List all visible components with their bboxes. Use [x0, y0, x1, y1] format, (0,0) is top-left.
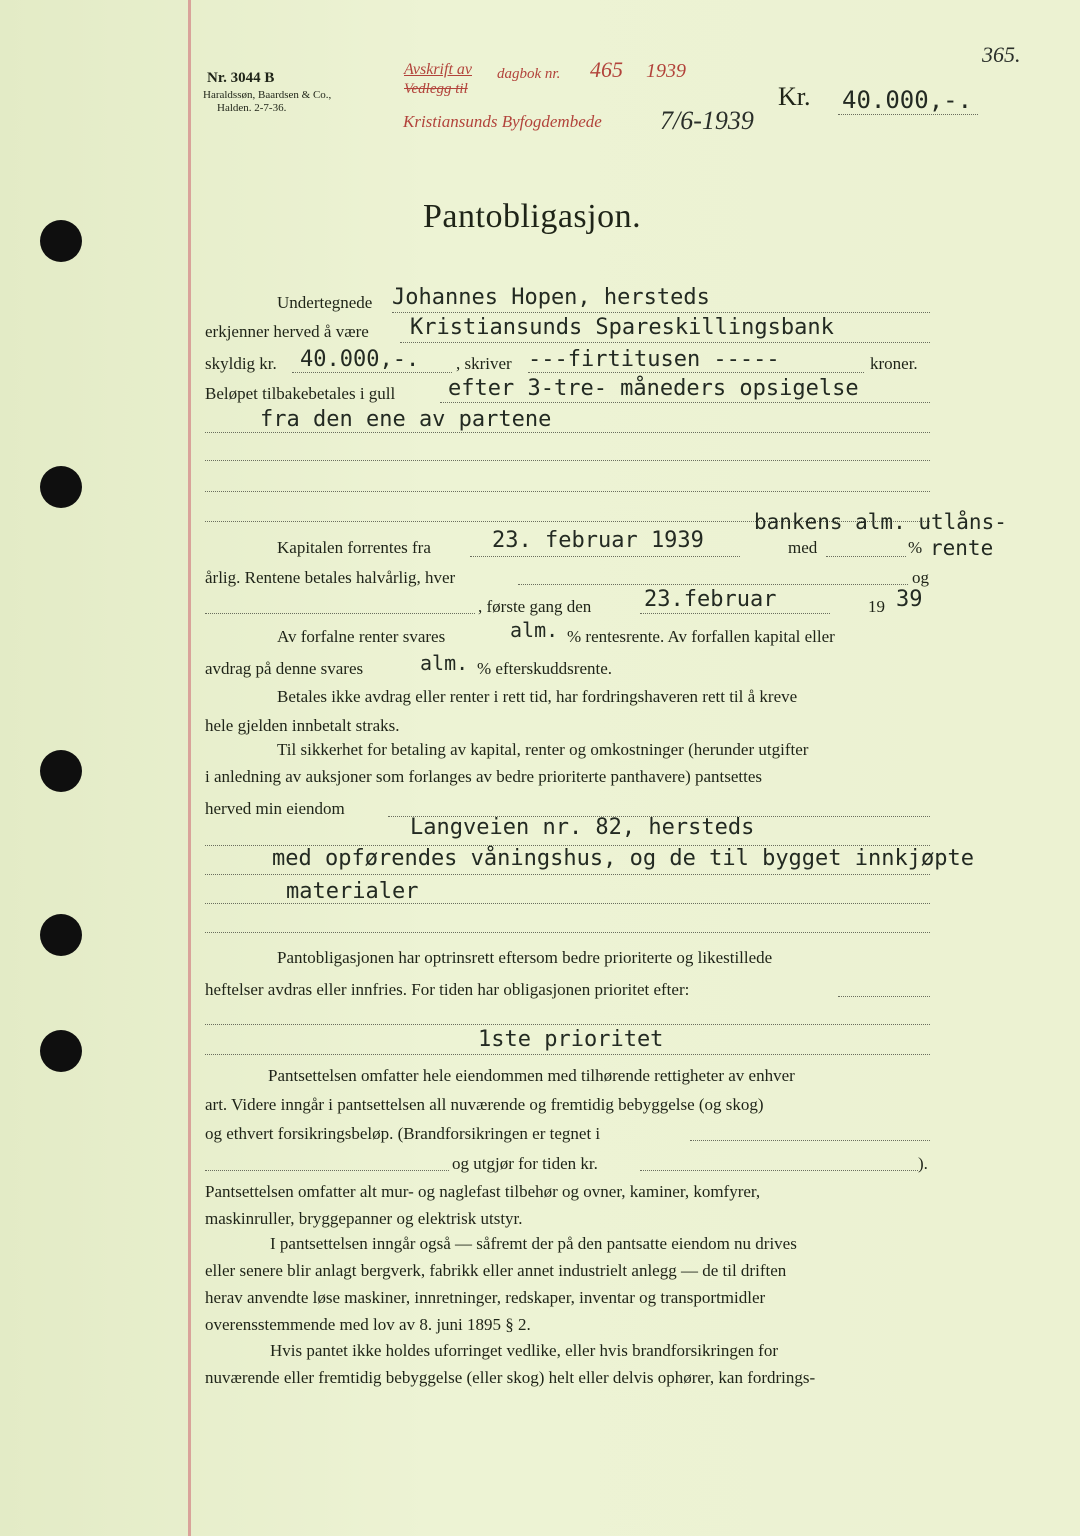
med-label: med	[788, 538, 818, 557]
year-suffix: 39	[896, 587, 923, 612]
punch-hole	[40, 220, 82, 262]
amount-dotline	[838, 114, 978, 115]
repayment-terms: efter 3-tre- måneders opsigelse	[448, 376, 859, 401]
og-label: og	[912, 568, 929, 587]
interest-start-date: 23. februar 1939	[492, 528, 704, 553]
alm-value-2: alm.	[420, 651, 469, 675]
betales-line-1: Betales ikke avdrag eller renter i rett tid, har fordringshaveren rett til å kreve	[277, 687, 798, 706]
utgjor-label: og utgjør for tiden kr.	[452, 1154, 598, 1173]
first-payment-date: 23.februar	[644, 587, 777, 612]
dotline	[640, 1170, 918, 1171]
tilbehor-line-2: maskinruller, bryggepanner og elektrisk utstyr.	[205, 1209, 523, 1228]
forste-gang-label: , første gang den	[478, 597, 592, 616]
dotline	[205, 613, 475, 614]
stamp-vedlegg: Vedlegg til	[404, 81, 468, 97]
av-forfalne-label: Av forfalne renter svares	[277, 627, 446, 646]
arlig-label: årlig. Rentene betales halvårlig, hver	[205, 568, 456, 587]
punch-hole	[40, 466, 82, 508]
skyldig-label: skyldig kr.	[205, 354, 277, 373]
punch-hole	[40, 750, 82, 792]
optrinsrett-line-2: heftelser avdras eller innfries. For tiden har obligasjonen prioritet efter:	[205, 980, 690, 999]
dotline	[640, 613, 830, 614]
stamp-avskrift: Avskrift av	[404, 61, 472, 78]
alm-value: alm.	[510, 618, 559, 642]
dagbok-number: 465	[590, 57, 623, 82]
amount-prefix: Kr.	[778, 82, 811, 111]
dotline	[838, 996, 930, 997]
year-prefix: 19	[868, 597, 885, 616]
rate-description-2: rente	[930, 536, 994, 560]
belopet-label: Beløpet tilbakebetales i gull	[205, 384, 396, 403]
undertegnede-label: Undertegnede	[277, 293, 373, 312]
handwritten-date: 7/6-1939	[660, 106, 754, 135]
dotline	[440, 402, 930, 403]
betales-line-2: hele gjelden innbetalt straks.	[205, 716, 400, 735]
dotline	[205, 432, 930, 433]
sikkerhet-line-2: i anledning av auksjoner som forlanges av bedre prioriterte panthavere) pantsettes	[205, 767, 763, 786]
printer-line-2: Halden. 2-7-36.	[217, 102, 287, 114]
dotline	[392, 312, 930, 313]
bergverk-line-2: eller senere blir anlagt bergverk, fabrikk eller annet industrielt anlegg — de til driften	[205, 1261, 787, 1280]
bergverk-line-3: herav anvendte løse maskiner, innretninger, redskaper, inventar og transportmidler	[205, 1288, 766, 1307]
bergverk-line-1: I pantsettelsen inngår også — såfremt der på den pantsatte eiendom nu drives	[270, 1234, 797, 1253]
stamp-court: Kristiansunds Byfogdembede	[403, 112, 602, 131]
priority-value: 1ste prioritet	[478, 1027, 664, 1052]
dotline	[205, 460, 930, 461]
sikkerhet-line-1: Til sikkerhet for betaling av kapital, renter og omkostninger (herunder utgifter	[277, 740, 809, 759]
property-line-1: Langveien nr. 82, hersteds	[410, 815, 755, 840]
erkjenner-label: erkjenner herved å være	[205, 322, 369, 341]
page-title: Pantobligasjon.	[423, 198, 642, 235]
punch-hole	[40, 1030, 82, 1072]
tilbehor-line-1: Pantsettelsen omfatter alt mur- og naglefast tilbehør og ovner, kaminer, komfyrer,	[205, 1182, 761, 1201]
etterskudd-label: % efterskuddsrente.	[477, 659, 613, 678]
dotline	[205, 903, 930, 904]
skriver-label: , skriver	[456, 354, 512, 373]
dotline	[518, 584, 908, 585]
dotline	[400, 342, 930, 343]
omfatter-line-3: og ethvert forsikringsbeløp. (Brandforsikringen er tegnet i	[205, 1124, 601, 1143]
dagbok-year: 1939	[646, 60, 686, 82]
dotline	[470, 556, 740, 557]
dotline	[205, 1024, 930, 1025]
printer-line-1: Haraldssøn, Baardsen & Co.,	[203, 89, 332, 101]
sikkerhet-line-3: herved min eiendom	[205, 799, 345, 818]
margin-rule	[188, 0, 191, 1536]
rentesrente-label: % rentesrente. Av forfallen kapital eller	[567, 627, 835, 646]
debtor-name: Johannes Hopen, hersteds	[392, 285, 710, 310]
bergverk-line-4: overensstemmende med lov av 8. juni 1895 § 2.	[205, 1315, 531, 1334]
utgjor-close: ).	[918, 1154, 928, 1173]
dotline	[205, 491, 930, 492]
dotline	[690, 1140, 930, 1141]
property-line-3: materialer	[286, 879, 419, 904]
optrinsrett-line-1: Pantobligasjonen har optrinsrett eftersom bedre prioriterte og likestillede	[277, 948, 773, 967]
debt-amount: 40.000,-.	[300, 347, 420, 372]
dotline	[205, 1054, 930, 1055]
dotline	[292, 372, 452, 373]
creditor-name: Kristiansunds Spareskillingsbank	[410, 315, 834, 340]
kapitalen-label: Kapitalen forrentes fra	[277, 538, 431, 557]
omfatter-line-2: art. Videre inngår i pantsettelsen all nuværende og fremtidig bebyggelse (og skog)	[205, 1095, 764, 1114]
rate-description: bankens alm. utlåns-	[754, 510, 1007, 534]
repayment-terms-2: fra den ene av partene	[260, 407, 552, 432]
amount-value: 40.000,-.	[842, 86, 973, 114]
kroner-label: kroner.	[870, 354, 918, 373]
omfatter-line-1: Pantsettelsen omfatter hele eiendommen med tilhørende rettigheter av enhver	[268, 1066, 795, 1085]
form-number: Nr. 3044 B	[207, 70, 275, 86]
dotline	[205, 1170, 449, 1171]
page-number: 365.	[982, 42, 1021, 67]
dotline	[528, 372, 864, 373]
amount-in-words: ---firtitusen -----	[528, 347, 780, 372]
dotline	[205, 932, 930, 933]
stamp-dagbok: dagbok nr.	[497, 66, 561, 82]
punch-hole	[40, 914, 82, 956]
dotline	[826, 556, 906, 557]
dotline	[205, 874, 930, 875]
avdrag-label: avdrag på denne svares	[205, 659, 364, 678]
property-line-2: med opførendes våningshus, og de til bygget innkjøpte	[272, 846, 974, 871]
vedlike-line-1: Hvis pantet ikke holdes uforringet vedlike, eller hvis brandforsikringen for	[270, 1341, 778, 1360]
percent-sign: %	[908, 538, 923, 557]
vedlike-line-2: nuværende eller fremtidig bebyggelse (eller skog) helt eller delvis ophører, kan fordrings-	[205, 1368, 816, 1387]
